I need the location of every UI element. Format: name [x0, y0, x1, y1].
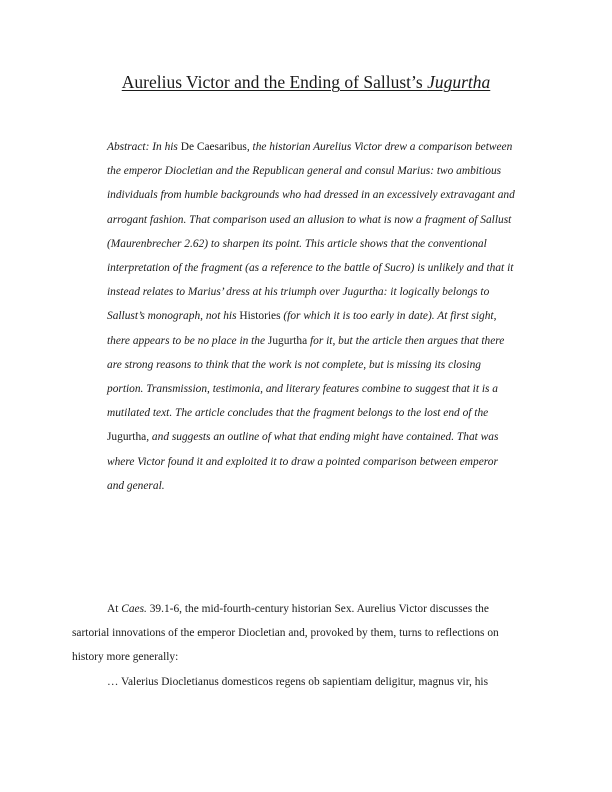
abstract-text-span: portion. Transmission, testimonia, and literary features combine to suggest that it is a	[107, 383, 498, 396]
abstract-title-roman: Histories	[239, 310, 281, 323]
abstract-line	[107, 183, 547, 207]
abstract-line	[107, 232, 547, 256]
citation-italic: Caes.	[121, 603, 147, 615]
body-paragraph-line: history more generally:	[72, 651, 179, 664]
abstract-line	[107, 208, 547, 232]
abstract-line	[107, 353, 547, 377]
latin-quote-line: … Valerius Diocletianus domesticos regens ob sapientiam deligitur, magnus vir, his	[107, 675, 489, 688]
abstract-line	[107, 401, 547, 425]
abstract-text-span: the emperor Diocletian and the Republican general and consul Marius: two ambitious	[107, 165, 502, 178]
abstract-line	[107, 304, 547, 328]
abstract-line	[107, 474, 547, 498]
abstract-text-span: instead relates to Marius’ dress at his triumph over Jugurtha: it logically belongs to	[107, 286, 490, 299]
article-title-text	[122, 72, 491, 92]
abstract-text-span: (Maurenbrecher 2.62) to sharpen its point. This article shows that the conventional	[107, 237, 487, 250]
abstract-line	[107, 329, 547, 353]
article-title-italic: Jugurtha	[427, 72, 491, 92]
abstract-text-span: individuals from humble backgrounds who had dressed in an excessively extravagant and	[107, 189, 515, 202]
abstract-line	[107, 425, 547, 449]
abstract-text-span: arrogant fashion. That comparison used an allusion to what is now a fragment of Sallust	[107, 213, 512, 226]
abstract	[107, 135, 547, 498]
abstract-title-roman: De Caesaribus	[180, 141, 247, 153]
article-title-main: Aurelius Victor and the Ending of Sallust’s	[121, 72, 428, 92]
abstract-text-span: there appears to be no place in the	[107, 334, 268, 347]
body-text-span: At	[107, 603, 122, 615]
abstract-text-span: , and suggests an outline of what that ending might have contained. That was	[146, 431, 499, 444]
body-text-span: 39.1-6, the mid-fourth-century historian Sex. Aurelius Victor discusses the	[146, 603, 489, 615]
body-text	[72, 597, 542, 694]
abstract-text-span: for it, but the article then argues that there	[307, 334, 505, 347]
abstract-title-roman: Jugurtha	[107, 431, 147, 444]
abstract-text-span: Abstract: In his	[107, 141, 181, 153]
article-title	[0, 71, 612, 93]
body-paragraph-line	[72, 597, 542, 621]
abstract-text-span: are strong reasons to think that the work is not complete, but is missing its closing	[107, 358, 481, 371]
abstract-line	[107, 135, 547, 159]
abstract-title-roman: Jugurtha	[267, 334, 308, 347]
abstract-line	[107, 377, 547, 401]
abstract-text-span: , the historian Aurelius Victor drew a comparison between	[246, 141, 513, 153]
abstract-text-span: mutilated text. The article concludes that the fragment belongs to the lost end of the	[107, 407, 489, 420]
abstract-text-span: (for which it is too early in date). At first sight,	[280, 310, 497, 323]
body-paragraph-line: sartorial innovations of the emperor Diocletian and, provoked by them, turns to reflections on	[72, 627, 499, 640]
abstract-line	[107, 450, 547, 474]
abstract-line	[107, 159, 547, 183]
abstract-text-span: and general.	[107, 479, 165, 492]
abstract-line	[107, 256, 547, 280]
abstract-text-span: interpretation of the fragment (as a reference to the battle of Sucro) is unlikely and that it	[107, 262, 514, 275]
abstract-text-span: Sallust’s monograph, not his	[107, 310, 240, 323]
abstract-text-span: where Victor found it and exploited it to draw a pointed comparison between emperor	[107, 455, 498, 468]
abstract-line	[107, 280, 547, 304]
